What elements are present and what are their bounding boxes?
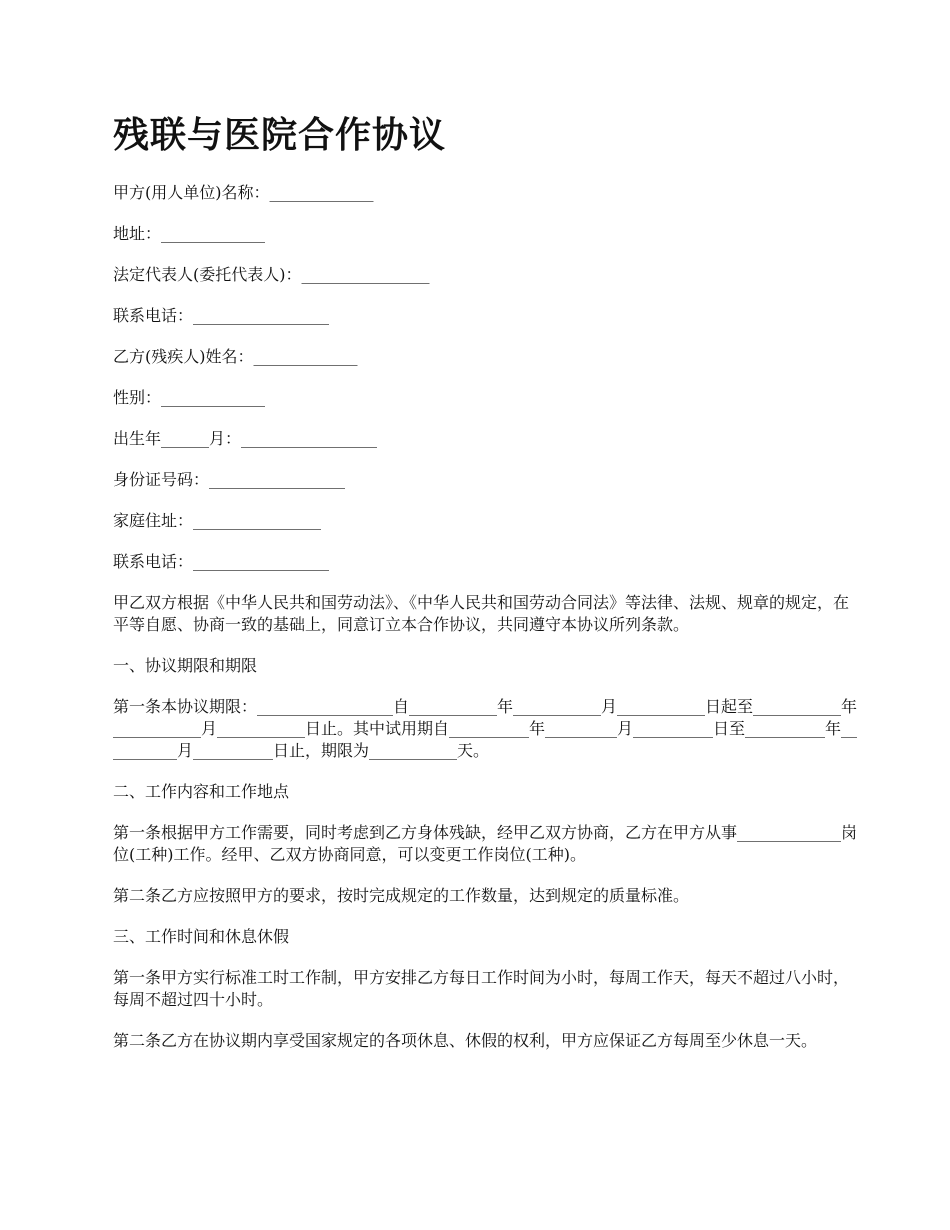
- section-paragraph: 第一条根据甲方工作需要，同时考虑到乙方身体残缺，经甲乙双方协商，乙方在甲方从事_____________岗位(工种)工作。经甲、乙双方协商同意，可以变更工作岗位(工种)。: [113, 823, 858, 864]
- party-b-phone-field: 联系电话：_________________: [113, 552, 330, 571]
- intro-paragraph: 甲乙双方根据《中华人民共和国劳动法》、《中华人民共和国劳动合同法》等法律、法规、规章的规定，在平等自愿、协商一致的基础上，同意订立本合作协议，共同遵守本协议所列条款。: [113, 593, 850, 634]
- home-address-field: 家庭住址：________________: [113, 511, 322, 530]
- section-heading: 一、协议期限和期限: [113, 656, 258, 675]
- section-term: [113, 655, 858, 762]
- gender-field: 性别：_____________: [113, 388, 266, 407]
- section-paragraph: 第二条乙方应按照甲方的要求，按时完成规定的工作数量，达到规定的质量标准。: [113, 886, 690, 905]
- id-number-field: 身份证号码：_________________: [113, 470, 346, 489]
- party-a-phone-field: 联系电话：_________________: [113, 306, 330, 325]
- party-info-fields: [113, 182, 858, 573]
- party-b-name-field: 乙方(残疾人)姓名：_____________: [113, 347, 358, 366]
- party-a-name-field: 甲方(用人单位)名称：_____________: [113, 183, 374, 202]
- section-work-hours: [113, 926, 858, 1052]
- section-heading: 二、工作内容和工作地点: [113, 782, 290, 801]
- section-work-content: [113, 781, 858, 907]
- section-paragraph: 第一条本协议期限：_________________自___________年___________月___________日起至___________年___________月___________日止。其中试用期自__________年_________月__________日至__________年__________月__________日止，期限为___________天。: [113, 697, 858, 760]
- section-paragraph: 第二条乙方在协议期内享受国家规定的各项休息、休假的权利，甲方应保证乙方每周至少休息一天。: [113, 1031, 818, 1050]
- section-heading: 三、工作时间和休息休假: [113, 927, 290, 946]
- document-page: [113, 110, 858, 1071]
- birth-date-field: 出生年______月：_________________: [113, 429, 378, 448]
- party-a-address-field: 地址：_____________: [113, 224, 266, 243]
- legal-representative-field: 法定代表人(委托代表人)：________________: [113, 265, 430, 284]
- section-paragraph: 第一条甲方实行标准工时工作制，甲方安排乙方每日工作时间为小时，每周工作天，每天不超过八小时，每周不超过四十小时。: [113, 968, 850, 1009]
- document-title: 残联与医院合作协议: [113, 115, 447, 156]
